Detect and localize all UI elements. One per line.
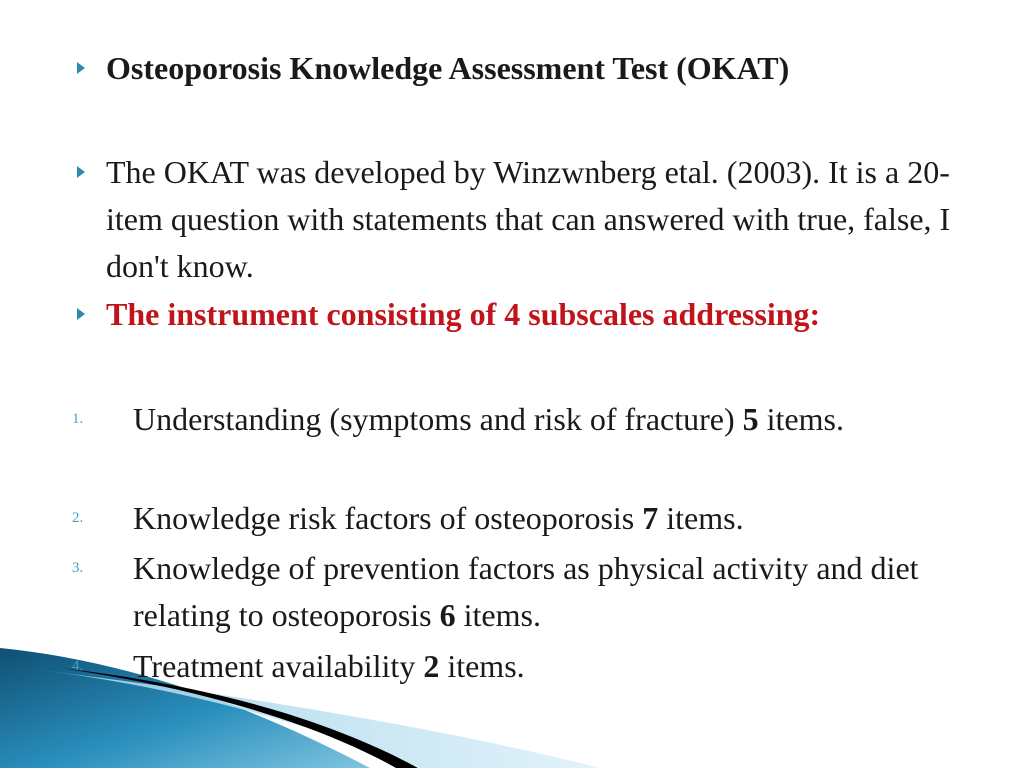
item-text: Knowledge of prevention factors as physical activity and diet relating to osteoporosis	[133, 550, 919, 633]
bullet-text: The instrument consisting of 4 subscales addressing:	[106, 296, 821, 332]
item-count: 7	[642, 500, 659, 536]
item-count: 5	[742, 401, 759, 437]
item-suffix: items.	[758, 401, 844, 437]
bullet-text: The OKAT was developed by Winzwnberg etal. (2003). It is a 20-item question with statements that can answered with true, false, I don't know.	[106, 154, 951, 284]
list-item	[133, 643, 973, 690]
triangle-arrow-icon	[72, 149, 92, 196]
triangle-arrow-icon	[72, 45, 92, 92]
item-suffix: items.	[658, 500, 744, 536]
triangle-arrow-icon	[72, 291, 92, 338]
item-text: Knowledge risk factors of osteoporosis	[133, 500, 643, 536]
list-number: 2.	[72, 510, 84, 526]
bullet-title	[72, 45, 972, 92]
item-suffix: items.	[455, 597, 541, 633]
list-item	[133, 545, 973, 639]
item-text: Understanding (symptoms and risk of fracture)	[133, 401, 743, 437]
list-number: 4.	[72, 658, 84, 674]
bullet-text: Osteoporosis Knowledge Assessment Test (OKAT)	[106, 50, 790, 86]
item-text: Treatment availability	[133, 648, 424, 684]
item-suffix: items.	[439, 648, 525, 684]
item-count: 2	[423, 648, 440, 684]
list-number: 3.	[72, 560, 84, 576]
list-number: 1.	[72, 411, 84, 427]
list-item	[133, 396, 973, 443]
bullet-subscales-heading	[72, 291, 972, 338]
item-count: 6	[439, 597, 456, 633]
list-item	[133, 495, 973, 542]
bullet-description	[72, 149, 972, 290]
